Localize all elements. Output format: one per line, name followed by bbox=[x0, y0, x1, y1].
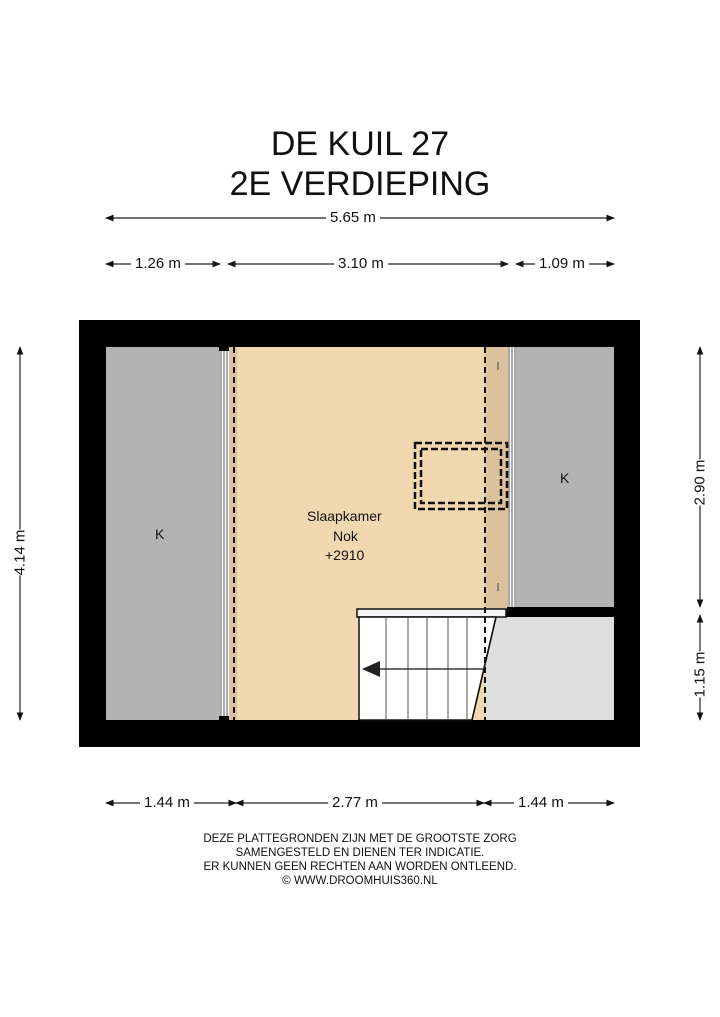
landing-area bbox=[485, 617, 614, 720]
dim-bottom-middle: 2.77 m bbox=[328, 794, 382, 811]
dim-top-left: 1.26 m bbox=[131, 255, 185, 272]
bedroom-low-ceiling-zone bbox=[485, 347, 508, 609]
dim-top-middle: 3.10 m bbox=[334, 255, 388, 272]
right-storage-label: K bbox=[560, 470, 570, 486]
dim-left-total: 4.14 m bbox=[7, 530, 32, 576]
disclaimer-line-1: DEZE PLATTEGRONDEN ZIJN MET DE GROOTSTE ZORG bbox=[203, 833, 517, 845]
plan-title-address: DE KUIL 27 bbox=[270, 125, 450, 163]
left-storage-label: K bbox=[155, 526, 165, 542]
copyright-notice: © WWW.DROOMHUIS360.NL bbox=[282, 875, 438, 887]
dim-right-lower: 1.15 m bbox=[687, 652, 712, 698]
dim-bottom-left: 1.44 m bbox=[140, 794, 194, 811]
ridge-height-label: +2910 bbox=[325, 547, 365, 563]
plan-title-floor: 2E VERDIEPING bbox=[229, 165, 491, 203]
dim-top-total: 5.65 m bbox=[326, 209, 380, 226]
bedroom-label: Slaapkamer bbox=[307, 508, 382, 524]
dim-bottom-right: 1.44 m bbox=[514, 794, 568, 811]
disclaimer-line-3: ER KUNNEN GEEN RECHTEN AAN WORDEN ONTLEEND. bbox=[203, 861, 517, 873]
disclaimer-line-2: SAMENGESTELD EN DIENEN TER INDICATIE. bbox=[235, 847, 485, 859]
ridge-label: Nok bbox=[333, 528, 358, 544]
dim-top-right: 1.09 m bbox=[535, 255, 589, 272]
dim-right-upper: 2.90 m bbox=[687, 460, 712, 506]
